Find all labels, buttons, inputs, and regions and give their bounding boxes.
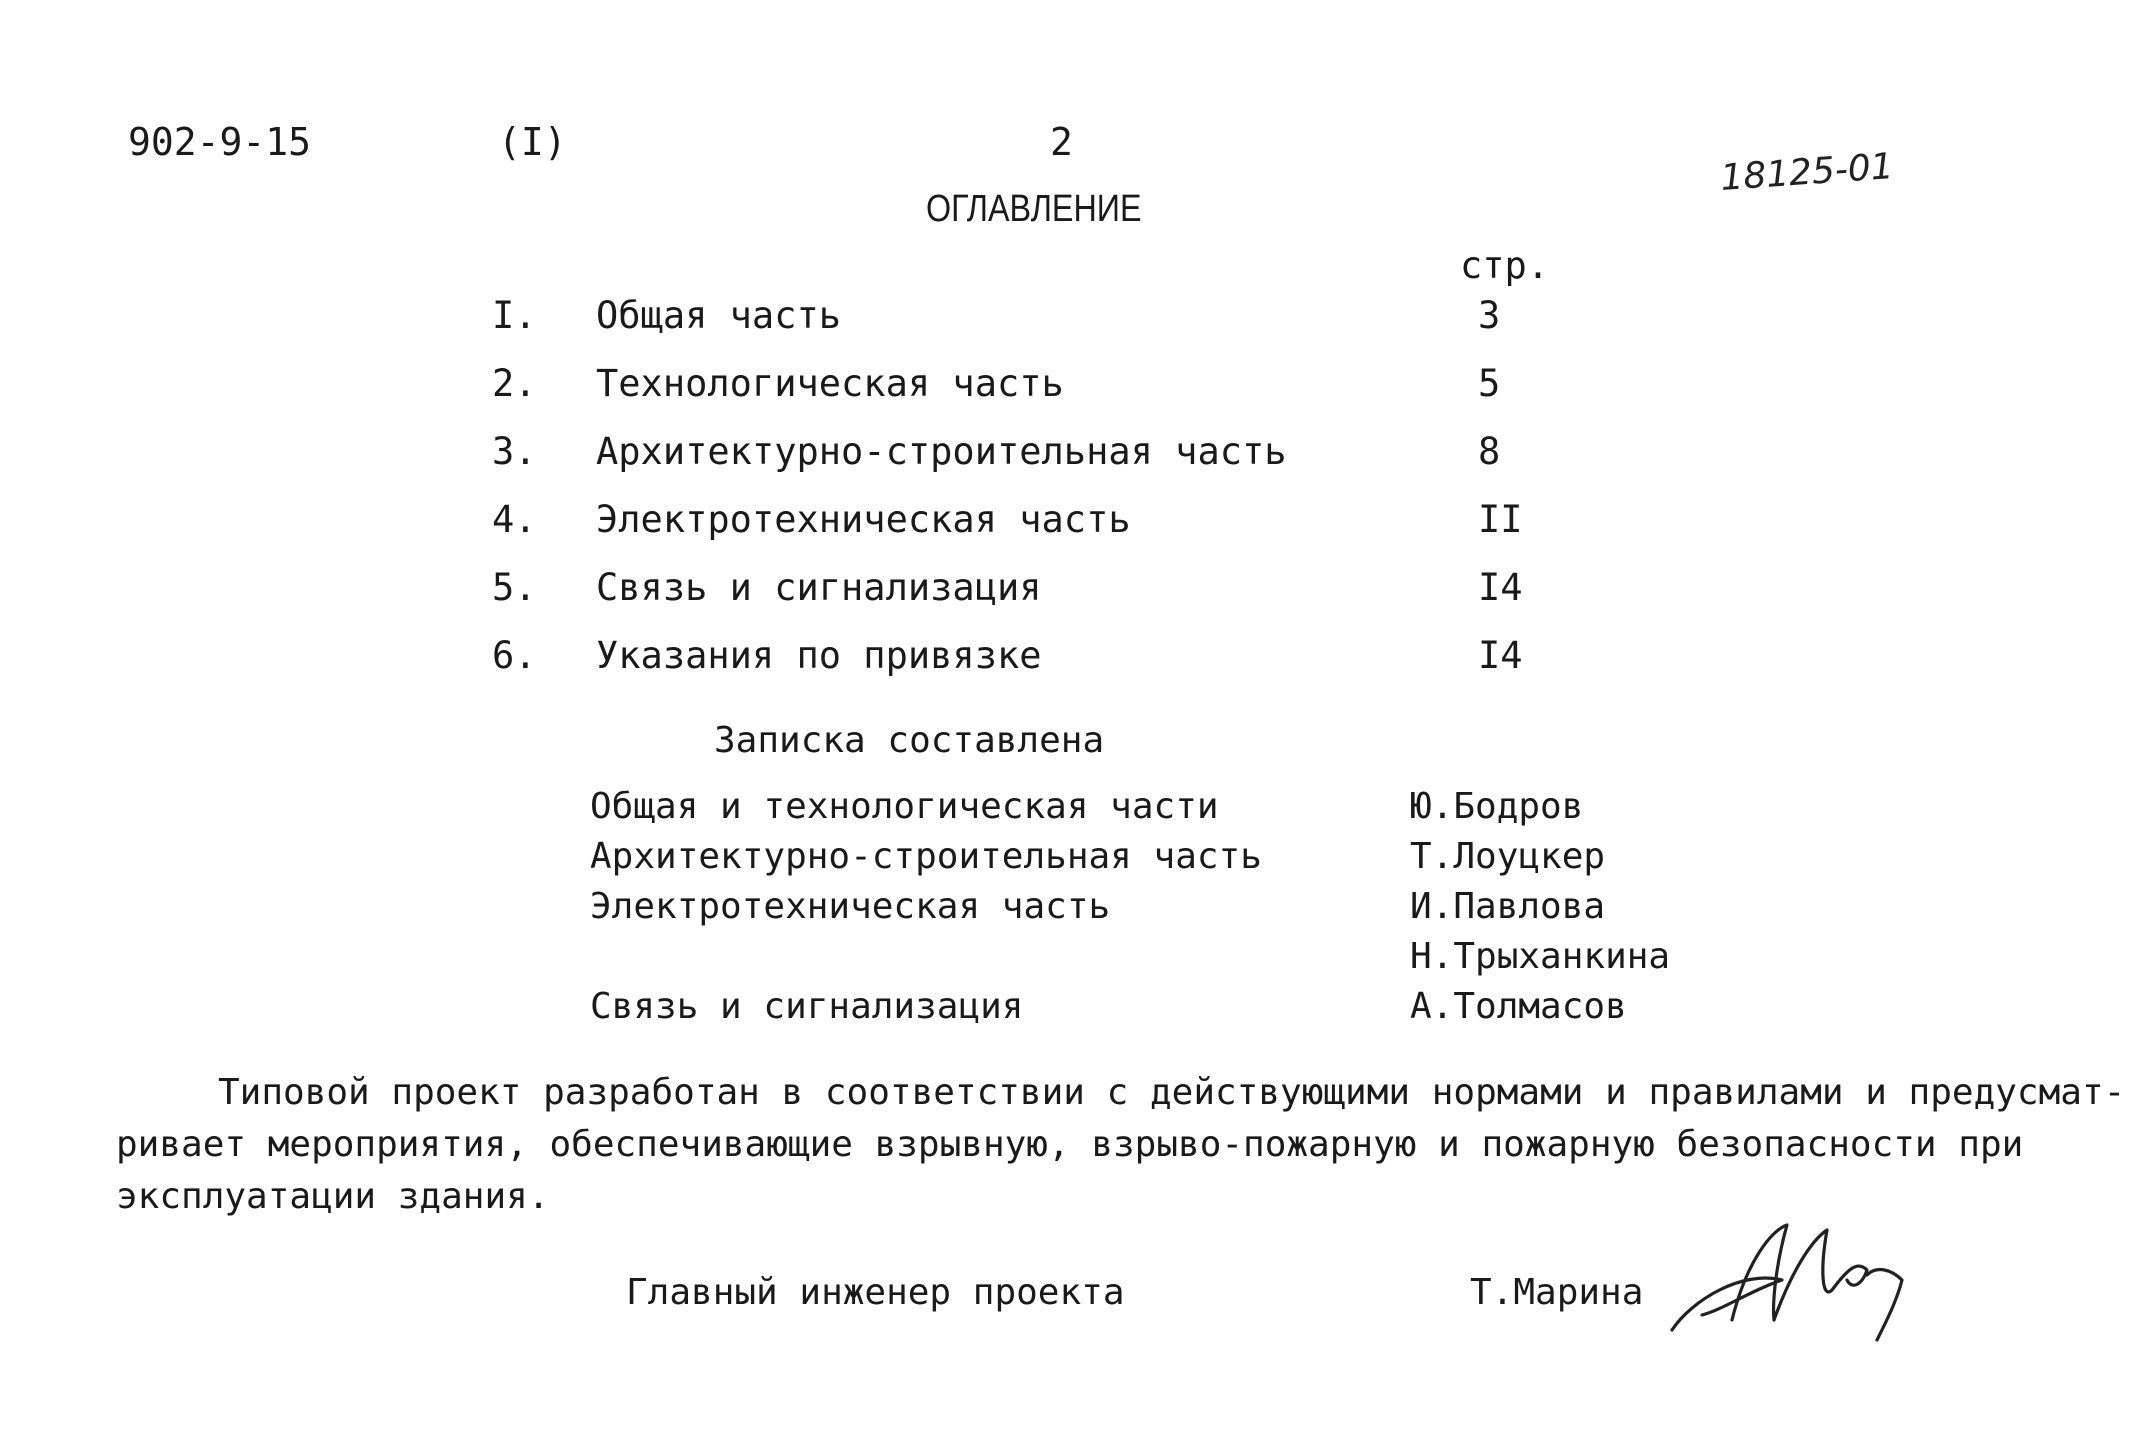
signoff-name: Т.Марина bbox=[1470, 1272, 1644, 1313]
toc-page: 8 bbox=[1478, 430, 1501, 473]
toc-label[interactable]: Указания по привязке bbox=[596, 634, 1042, 677]
toc-number: 4. bbox=[492, 498, 537, 541]
toc-number: 6. bbox=[492, 634, 537, 677]
contents-title: ОГЛАВЛЕНИЕ bbox=[926, 188, 1142, 230]
toc-label[interactable]: Технологическая часть bbox=[596, 362, 1064, 405]
toc-number: 2. bbox=[492, 362, 537, 405]
statement-line: Типовой проект разработан в соответствии с действующими нормами и правилами и предусмат- bbox=[218, 1072, 2126, 1113]
author-section: Связь и сигнализация bbox=[590, 986, 1024, 1027]
volume-number: (I) bbox=[498, 120, 567, 164]
toc-number: I. bbox=[492, 294, 537, 337]
toc-label[interactable]: Архитектурно-строительная часть bbox=[596, 430, 1287, 473]
toc-page: I4 bbox=[1478, 634, 1523, 677]
author-name: Т.Лоуцкер bbox=[1410, 836, 1606, 877]
signature-mark bbox=[1662, 1200, 1922, 1350]
toc-label[interactable]: Электротехническая часть bbox=[596, 498, 1131, 541]
stamp-number: 18125-01 bbox=[1719, 146, 1895, 199]
toc-number: 5. bbox=[492, 566, 537, 609]
toc-page: 5 bbox=[1478, 362, 1501, 405]
statement-line: ривает мероприятия, обеспечивающие взрывную, взрыво-пожарную и пожарную безопасности при bbox=[116, 1124, 2024, 1165]
doc-code: 902-9-15 bbox=[128, 120, 312, 164]
toc-number: 3. bbox=[492, 430, 537, 473]
author-name: Ю.Бодров bbox=[1410, 786, 1584, 827]
author-section: Общая и технологическая части bbox=[590, 786, 1219, 827]
author-name: Н.Трыханкина bbox=[1410, 936, 1671, 977]
author-section: Электротехническая часть bbox=[590, 886, 1111, 927]
toc-label[interactable]: Общая часть bbox=[596, 294, 842, 337]
toc-label[interactable]: Связь и сигнализация bbox=[596, 566, 1042, 609]
author-name: А.Толмасов bbox=[1410, 986, 1627, 1027]
toc-page: 3 bbox=[1478, 294, 1501, 337]
authors-heading: Записка составлена bbox=[714, 720, 1105, 761]
toc-page: I4 bbox=[1478, 566, 1523, 609]
author-name: И.Павлова bbox=[1410, 886, 1606, 927]
signoff-role: Главный инженер проекта bbox=[626, 1272, 1125, 1313]
toc-page: II bbox=[1478, 498, 1523, 541]
statement-line: эксплуатации здания. bbox=[116, 1176, 550, 1217]
page-column-label: стр. bbox=[1460, 244, 1550, 287]
page-number: 2 bbox=[1050, 120, 1073, 164]
author-section: Архитектурно-строительная часть bbox=[590, 836, 1262, 877]
